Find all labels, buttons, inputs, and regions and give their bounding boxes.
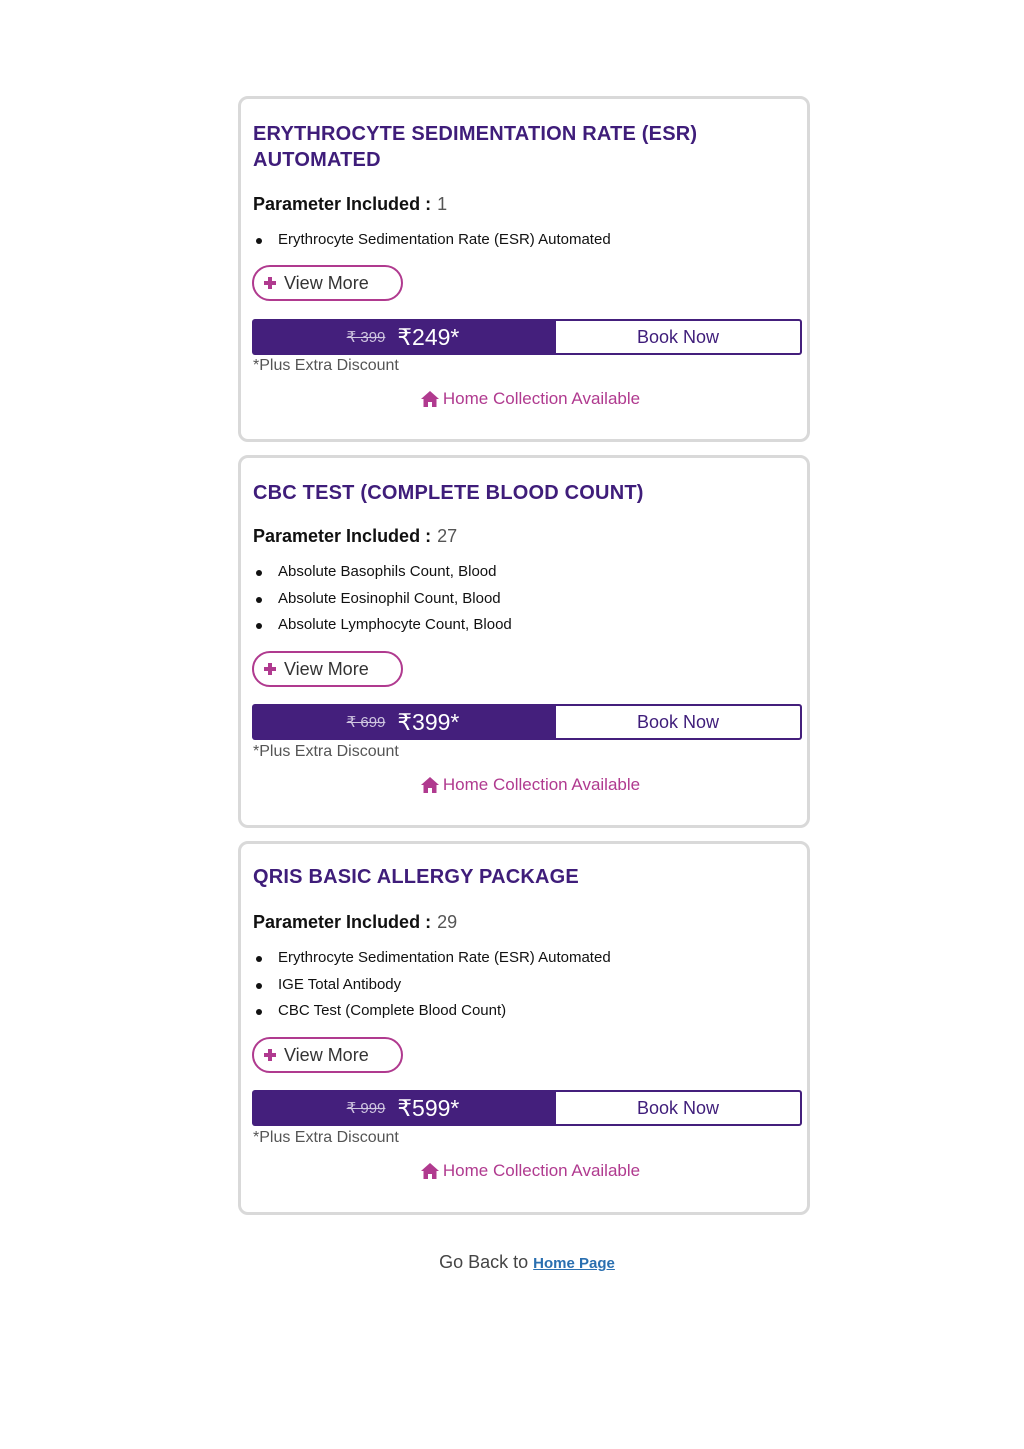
- book-now-button[interactable]: Book Now: [554, 704, 802, 740]
- price-box: [252, 704, 554, 740]
- param-list: [253, 227, 611, 254]
- plus-icon: [264, 277, 276, 289]
- view-more-button[interactable]: [252, 265, 403, 301]
- view-more-button[interactable]: [252, 1037, 403, 1073]
- view-more-label: View More: [284, 1044, 369, 1065]
- home-icon: [420, 776, 440, 794]
- param-count: 1: [437, 194, 448, 214]
- price-row: [252, 704, 802, 740]
- list-item: Absolute Basophils Count, Blood: [253, 559, 512, 586]
- price-box: [252, 319, 554, 355]
- list-item: Erythrocyte Sedimentation Rate (ESR) Automated: [253, 945, 611, 972]
- param-label: Parameter Included :: [253, 526, 432, 546]
- home-page-link[interactable]: Home Page: [533, 1255, 615, 1272]
- original-price: ₹ 699: [346, 714, 386, 731]
- discount-note: *Plus Extra Discount: [253, 743, 399, 760]
- original-price: ₹ 999: [346, 1100, 386, 1117]
- list-item: Erythrocyte Sedimentation Rate (ESR) Automated: [253, 227, 611, 254]
- original-price: ₹ 399: [346, 329, 386, 346]
- list-item: Absolute Eosinophil Count, Blood: [253, 586, 512, 613]
- home-icon: [420, 1162, 440, 1180]
- price-box: [252, 1090, 554, 1126]
- param-included: [253, 525, 457, 547]
- test-card-allergy: [238, 841, 810, 1215]
- footer-text: Go Back to: [439, 1252, 529, 1272]
- test-card-cbc: [238, 455, 810, 828]
- discount-note: *Plus Extra Discount: [253, 1129, 399, 1146]
- home-collection-label: Home Collection Available: [442, 775, 641, 794]
- param-list: [253, 945, 611, 1025]
- param-list: [253, 559, 512, 639]
- view-more-label: View More: [284, 658, 369, 679]
- footer: [0, 1252, 1024, 1273]
- home-collection: [241, 775, 813, 795]
- list-item: Absolute Lymphocyte Count, Blood: [253, 612, 512, 639]
- discounted-price: ₹599*: [397, 1094, 460, 1121]
- param-count: 27: [437, 526, 458, 546]
- param-label: Parameter Included :: [253, 912, 432, 932]
- home-icon: [420, 390, 440, 408]
- list-item: CBC Test (Complete Blood Count): [253, 998, 611, 1025]
- param-included: [253, 911, 457, 933]
- discounted-price: ₹399*: [397, 708, 460, 735]
- home-collection-label: Home Collection Available: [442, 1161, 641, 1180]
- price-row: [252, 319, 802, 355]
- book-now-button[interactable]: Book Now: [554, 1090, 802, 1126]
- param-count: 29: [437, 912, 458, 932]
- home-collection-label: Home Collection Available: [442, 389, 641, 408]
- card-title: QRIS BASIC ALLERGY PACKAGE: [253, 866, 579, 888]
- card-title: ERYTHROCYTE SEDIMENTATION RATE (ESR) AUTOMATED: [253, 123, 698, 171]
- discounted-price: ₹249*: [397, 323, 460, 350]
- param-included: [253, 193, 447, 215]
- list-item: IGE Total Antibody: [253, 972, 611, 999]
- home-collection: [241, 389, 813, 409]
- home-collection: [241, 1161, 813, 1181]
- plus-icon: [264, 1049, 276, 1061]
- book-now-button[interactable]: Book Now: [554, 319, 802, 355]
- view-more-button[interactable]: [252, 651, 403, 687]
- discount-note: *Plus Extra Discount: [253, 357, 399, 374]
- test-card-esr: [238, 96, 810, 442]
- card-title: CBC TEST (COMPLETE BLOOD COUNT): [253, 482, 644, 504]
- plus-icon: [264, 663, 276, 675]
- param-label: Parameter Included :: [253, 194, 432, 214]
- view-more-label: View More: [284, 272, 369, 293]
- price-row: [252, 1090, 802, 1126]
